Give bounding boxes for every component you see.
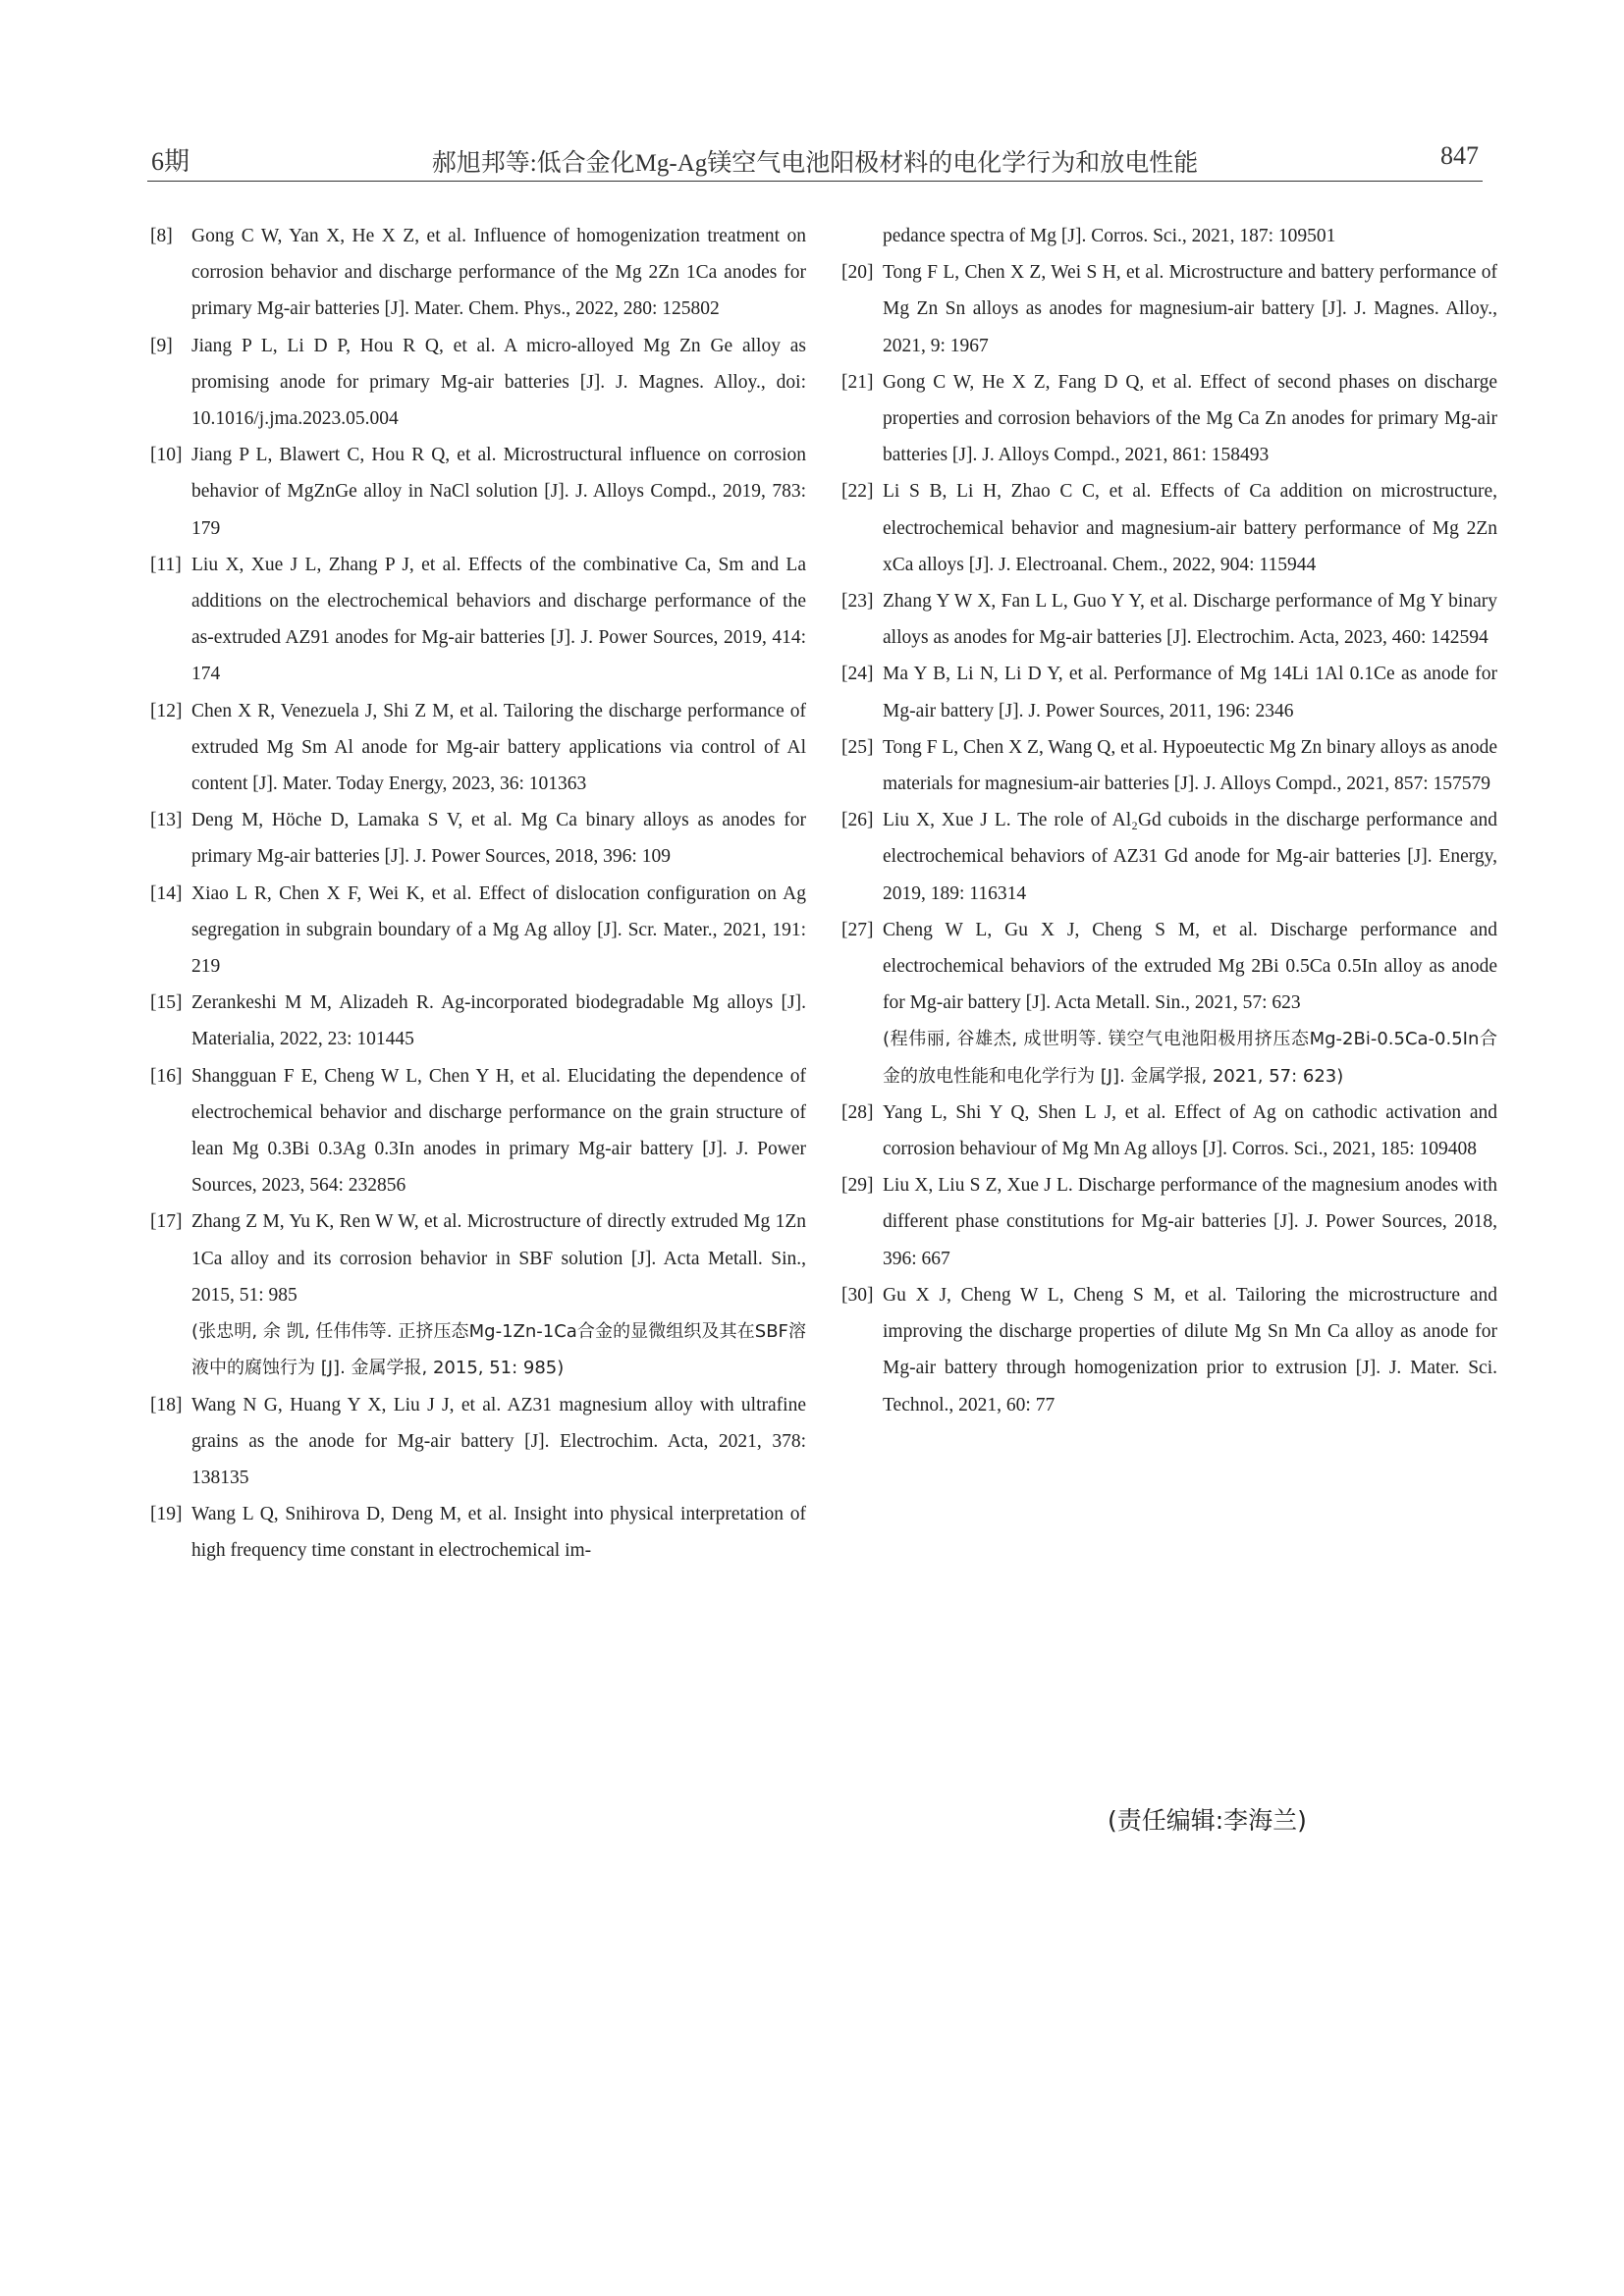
reference-item (150, 876, 806, 986)
reference-number: [8] (150, 226, 173, 246)
reference-number: [30] (841, 1284, 874, 1306)
reference-item (841, 1095, 1497, 1167)
reference-number: [16] (150, 1065, 183, 1087)
reference-number: [27] (841, 919, 874, 940)
reference-item (150, 328, 806, 438)
reference-text: Xiao L R, Chen X F, Wei K, et al. Effect of dislocation configuration on Ag segregation in subgrain boundary of a Mg Ag alloy [J]. Scr. Mater., 2021, 191: 219 (191, 882, 806, 978)
page-number: 847 (1440, 141, 1479, 170)
reference-number: [11] (150, 554, 182, 575)
reference-item (150, 802, 806, 875)
reference-text: Ma Y B, Li N, Li D Y, et al. Performance of Mg 14Li 1Al 0.1Ce as anode for Mg-air battery [J]. J. Power Sources, 2011, 196: 2346 (883, 664, 1497, 721)
reference-text: Chen X R, Venezuela J, Shi Z M, et al. Tailoring the discharge performance of extruded Mg Sm Al anode for Mg-air battery applications via control of Al content [J]. Mater. Today Energy, 2023, 36: 101363 (191, 700, 806, 795)
reference-text: Liu X, Xue J L. The role of Al₂Gd cuboids in the discharge performance and electrochemical behaviors of AZ31 Gd anode for Mg-air batteries [J]. Energy, 2019, 189: 116314 (883, 810, 1497, 904)
reference-text: Wang L Q, Snihirova D, Deng M, et al. Insight into physical interpretation of high frequency time constant in electrochemical im- (191, 1504, 806, 1562)
reference-item (150, 1496, 806, 1569)
reference-number: [13] (150, 810, 183, 831)
reference-item (150, 547, 806, 693)
reference-number: [26] (841, 810, 874, 831)
reference-item (841, 1167, 1497, 1277)
reference-number: [12] (150, 700, 183, 721)
reference-text: Zerankeshi M M, Alizadeh R. Ag-incorporated biodegradable Mg alloys [J]. Materialia, 2022, 23: 101445 (191, 992, 806, 1050)
reference-number: [19] (150, 1504, 183, 1525)
reference-item (150, 437, 806, 547)
reference-number: [24] (841, 664, 874, 685)
reference-chinese-text: (程伟丽, 谷雄杰, 成世明等. 镁空气电池阳极用挤压态Mg-2Bi-0.5Ca-0.5In合金的放电性能和电化学行为 [J]. 金属学报, 2021, 57: 623) (883, 1029, 1497, 1087)
reference-number: [20] (841, 262, 874, 284)
reference-text: Li S B, Li H, Zhao C C, et al. Effects of Ca addition on microstructure, electrochemical behavior and magnesium-air battery performance of Mg 2Zn xCa alloys [J]. J. Electroanal. Chem., 2022, 904: 115944 (883, 481, 1497, 575)
reference-number: [15] (150, 992, 183, 1014)
reference-number: [21] (841, 371, 874, 393)
reference-item (841, 729, 1497, 802)
reference-item (841, 364, 1497, 474)
reference-text: Gu X J, Cheng W L, Cheng S M, et al. Tailoring the microstructure and improving the discharge properties of dilute Mg Sn Mn Ca alloy as anode for Mg-air battery through homogenization prior to extrusion [J]. J. Mater. Sci. Technol., 2021, 60: 77 (883, 1284, 1497, 1415)
running-header (147, 135, 1483, 182)
references-right-column (841, 218, 1497, 1423)
reference-text: Deng M, Höche D, Lamaka S V, et al. Mg Ca binary alloys as anodes for primary Mg-air batteries [J]. J. Power Sources, 2018, 396: 109 (191, 810, 806, 868)
reference-number: [29] (841, 1175, 874, 1197)
reference-number: [28] (841, 1101, 874, 1123)
reference-text: Cheng W L, Gu X J, Cheng S M, et al. Discharge performance and electrochemical behaviors of the extruded Mg 2Bi 0.5Ca 0.5In alloy as anode for Mg-air battery [J]. Acta Metall. Sin., 2021, 57: 623 (883, 919, 1497, 1014)
reference-item (841, 1277, 1497, 1423)
reference-item (150, 1387, 806, 1497)
reference-item (841, 802, 1497, 912)
reference-item (150, 218, 806, 328)
responsible-editor: (责任编辑:李海兰) (1108, 1806, 1307, 1835)
reference-text: Liu X, Liu S Z, Xue J L. Discharge performance of the magnesium anodes with different phase constitutions for Mg-air batteries [J]. J. Power Sources, 2018, 396: 667 (883, 1175, 1497, 1269)
reference-item (150, 1058, 806, 1204)
reference-item (150, 693, 806, 803)
reference-number: [17] (150, 1211, 183, 1233)
references-left-column (150, 218, 806, 1570)
reference-number: [18] (150, 1394, 183, 1415)
reference-number: [25] (841, 736, 874, 758)
reference-text: Zhang Z M, Yu K, Ren W W, et al. Microstructure of directly extruded Mg 1Zn 1Ca alloy and its corrosion behavior in SBF solution [J]. Acta Metall. Sin., 2015, 51: 985 (191, 1211, 806, 1306)
reference-number: [9] (150, 335, 173, 356)
reference-item (841, 583, 1497, 656)
reference-text: Shangguan F E, Cheng W L, Chen Y H, et al. Elucidating the dependence of electrochemical behavior and discharge performance on the grain structure of lean Mg 0.3Bi 0.3Ag 0.3In anodes in primary Mg-air battery [J]. J. Power Sources, 2023, 564: 232856 (191, 1065, 806, 1197)
reference-text: Gong C W, Yan X, He X Z, et al. Influence of homogenization treatment on corrosion behavior and discharge performance of the Mg 2Zn 1Ca anodes for primary Mg-air batteries [J]. Mater. Chem. Phys., 2022, 280: 125802 (191, 226, 806, 320)
reference-item (841, 254, 1497, 364)
reference-number: [23] (841, 591, 874, 613)
reference-item (841, 912, 1497, 1095)
reference-text: Tong F L, Chen X Z, Wang Q, et al. Hypoeutectic Mg Zn binary alloys as anode materials for magnesium-air batteries [J]. J. Alloys Compd., 2021, 857: 157579 (883, 736, 1497, 795)
reference-chinese-text: (张忠明, 余 凯, 任伟伟等. 正挤压态Mg-1Zn-1Ca合金的显微组织及其在SBF溶液中的腐蚀行为 [J]. 金属学报, 2015, 51: 985) (191, 1321, 806, 1379)
reference-item (150, 1203, 806, 1386)
references-right-list (841, 254, 1497, 1423)
reference-text: Tong F L, Chen X Z, Wei S H, et al. Microstructure and battery performance of Mg Zn Sn alloys as anodes for magnesium-air battery [J]. J. Magnes. Alloy., 2021, 9: 1967 (883, 262, 1497, 356)
reference-item (150, 985, 806, 1057)
reference-text: Zhang Y W X, Fan L L, Guo Y Y, et al. Discharge performance of Mg Y binary alloys as anodes for Mg-air batteries [J]. Electrochim. Acta, 2023, 460: 142594 (883, 591, 1497, 649)
reference-number: [10] (150, 445, 183, 466)
running-title: 郝旭邦等:低合金化Mg-Ag镁空气电池阳极材料的电化学行为和放电性能 (431, 150, 1199, 177)
reference-text: Yang L, Shi Y Q, Shen L J, et al. Effect of Ag on cathodic activation and corrosion behaviour of Mg Mn Ag alloys [J]. Corros. Sci., 2021, 185: 109408 (883, 1101, 1497, 1160)
reference-continuation: pedance spectra of Mg [J]. Corros. Sci., 2021, 187: 109501 (883, 226, 1336, 246)
issue-number: 6期 (151, 147, 190, 176)
reference-text: Jiang P L, Li D P, Hou R Q, et al. A micro-alloyed Mg Zn Ge alloy as promising anode for primary Mg-air batteries [J]. J. Magnes. Alloy., doi: 10.1016/j.jma.2023.05.004 (191, 335, 806, 430)
reference-text: Jiang P L, Blawert C, Hou R Q, et al. Microstructural influence on corrosion behavior of MgZnGe alloy in NaCl solution [J]. J. Alloys Compd., 2019, 783: 179 (191, 445, 806, 539)
reference-item (841, 473, 1497, 583)
reference-text: Wang N G, Huang Y X, Liu J J, et al. AZ31 magnesium alloy with ultrafine grains as the anode for Mg-air battery [J]. Electrochim. Acta, 2021, 378: 138135 (191, 1394, 806, 1488)
reference-text: Gong C W, He X Z, Fang D Q, et al. Effect of second phases on discharge properties and corrosion behaviors of the Mg Ca Zn anodes for primary Mg-air batteries [J]. J. Alloys Compd., 2021, 861: 158493 (883, 371, 1497, 466)
reference-text: Liu X, Xue J L, Zhang P J, et al. Effects of the combinative Ca, Sm and La additions on the electrochemical behaviors and discharge performance of the as-extruded AZ91 anodes for Mg-air batteries [J]. J. Power Sources, 2019, 414: 174 (191, 554, 806, 685)
reference-item (841, 656, 1497, 728)
reference-number: [22] (841, 481, 874, 503)
reference-number: [14] (150, 882, 183, 904)
